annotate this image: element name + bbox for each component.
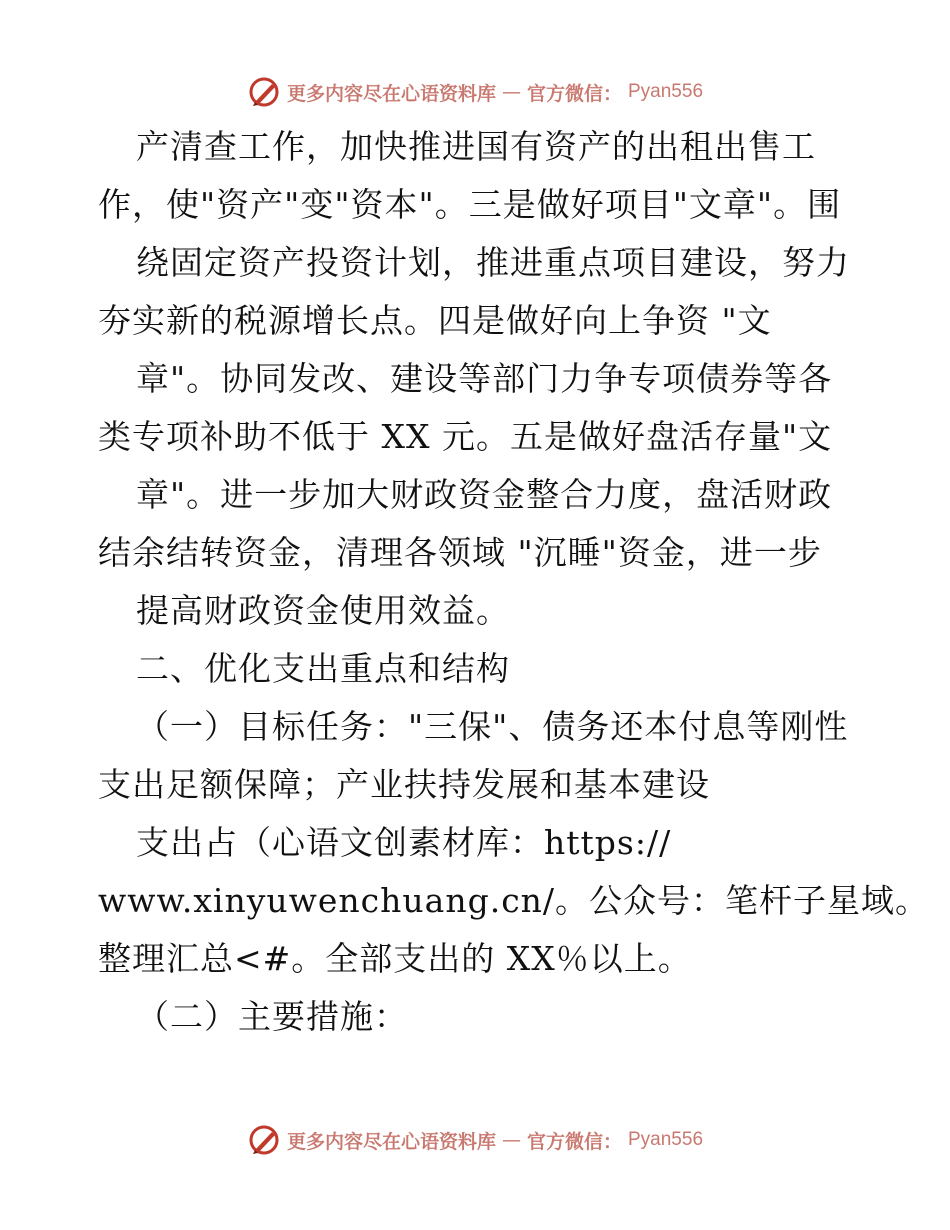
text-line: 绕固定资产投资计划，推进重点项目建设，努力 — [136, 243, 850, 282]
text-line: 支出占（心语文创素材库：https:// — [136, 823, 672, 862]
red-pen-logo-icon — [247, 75, 281, 109]
watermark-banner-bottom — [0, 1120, 950, 1160]
text-line: www.xinyuwenchuang.cn/。公众号：笔杆子星域。 — [98, 881, 930, 920]
text-line: 支出足额保障；产业扶持发展和基本建设 — [98, 765, 710, 804]
watermark-banner-top — [0, 72, 950, 112]
watermark-separator: — — [501, 1129, 521, 1151]
watermark-separator: — — [501, 81, 521, 103]
text-line: 提高财政资金使用效益。 — [136, 591, 510, 630]
text-line: 产清查工作，加快推进国有资产的出租出售工 — [136, 127, 816, 166]
text-line: 整理汇总<#。全部支出的 XX％以上。 — [98, 939, 692, 978]
watermark-text: 更多内容尽在心语资料库 — [286, 1130, 496, 1153]
subsection-heading: （一）目标任务："三保"、债务还本付息等刚性 — [136, 707, 849, 746]
text-line: 夯实新的税源增长点。四是做好向上争资 "文 — [98, 301, 772, 340]
section-heading: 二、优化支出重点和结构 — [136, 649, 510, 688]
text-line: 章"。协同发改、建设等部门力争专项债券等各 — [136, 359, 833, 398]
text-line: 作，使"资产"变"资本"。三是做好项目"文章"。围 — [98, 185, 842, 224]
text-line: 类专项补助不低于 XX 元。五是做好盘活存量"文 — [98, 417, 833, 456]
watermark-text: 更多内容尽在心语资料库 — [286, 82, 496, 105]
text-line: 章"。进一步加大财政资金整合力度，盘活财政 — [136, 475, 833, 514]
watermark-wechat-label: 官方微信： — [526, 1130, 622, 1153]
watermark-wechat-id: Pyan556 — [628, 1129, 704, 1150]
subsection-heading: （二）主要措施： — [136, 997, 408, 1036]
text-line: 结余结转资金，清理各领域 "沉睡"资金，进一步 — [98, 533, 822, 572]
watermark-wechat-label: 官方微信： — [526, 82, 622, 105]
red-pen-logo-icon — [247, 1123, 281, 1157]
watermark-wechat-id: Pyan556 — [628, 81, 704, 102]
